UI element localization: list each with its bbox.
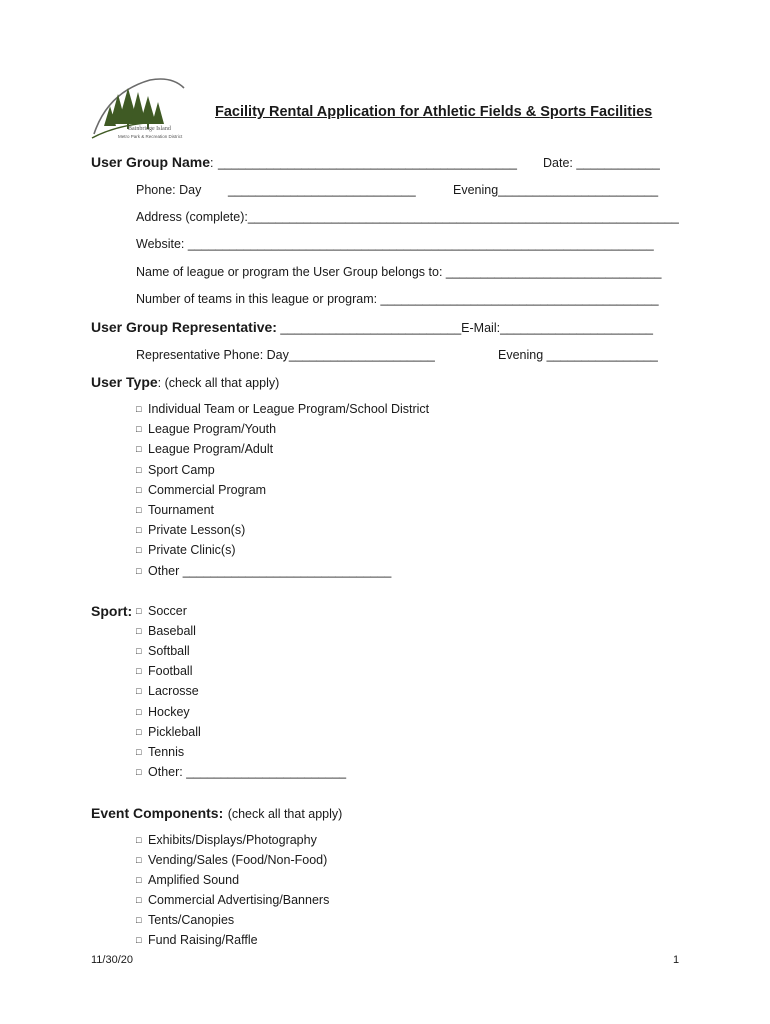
website-field[interactable]: Website: ___________________________________________________________________ bbox=[136, 237, 654, 251]
checkbox-icon[interactable]: □ bbox=[136, 686, 142, 697]
sport-option-label: Pickleball bbox=[148, 724, 201, 739]
sport-option bbox=[136, 705, 190, 719]
user-group-name-field[interactable]: ___________________________________________ bbox=[217, 156, 517, 170]
district-logo bbox=[88, 72, 188, 144]
event-components-option-label: Tents/Canopies bbox=[148, 913, 235, 927]
sport-option-label: Baseball bbox=[148, 624, 196, 639]
checkbox-icon[interactable]: □ bbox=[136, 875, 142, 885]
checkbox-icon[interactable]: □ bbox=[136, 726, 142, 737]
user-type-option bbox=[136, 523, 245, 537]
checkbox-icon[interactable]: □ bbox=[136, 484, 142, 495]
representative-email-field[interactable]: __________________________E-Mail:______________________ bbox=[276, 321, 654, 335]
checkbox-icon[interactable]: □ bbox=[136, 666, 142, 677]
checkbox-icon[interactable]: □ bbox=[136, 505, 142, 515]
user-type-option-label: Other ______________________________ bbox=[148, 563, 392, 578]
event-components-option bbox=[136, 853, 327, 867]
checkbox-icon[interactable]: □ bbox=[136, 565, 142, 576]
sport-option-label: Soccer bbox=[148, 604, 187, 618]
sport-option-label: Tennis bbox=[148, 744, 185, 759]
footer-date: 11/30/20 bbox=[91, 954, 134, 966]
representative-row bbox=[91, 319, 653, 337]
event-components-hint: (check all that apply) bbox=[227, 807, 343, 821]
event-components-option-label: Exhibits/Displays/Photography bbox=[148, 833, 317, 847]
user-group-name-label: User Group Name bbox=[91, 154, 211, 170]
checkbox-icon[interactable]: □ bbox=[136, 935, 142, 945]
user-type-option-label: Commercial Program bbox=[148, 482, 267, 497]
sport-label: Sport: bbox=[91, 603, 133, 619]
event-components-option bbox=[136, 893, 329, 907]
checkbox-icon[interactable]: □ bbox=[136, 606, 142, 616]
representative-phone-evening-field[interactable]: Evening ________________ bbox=[498, 348, 658, 362]
checkbox-icon[interactable]: □ bbox=[136, 835, 142, 845]
sport-option bbox=[136, 684, 199, 698]
user-type-option-label: Tournament bbox=[148, 503, 215, 517]
sport-option-label: Softball bbox=[148, 644, 190, 659]
checkbox-icon[interactable]: □ bbox=[136, 424, 142, 435]
user-type-option bbox=[136, 483, 266, 497]
sport-option bbox=[136, 624, 196, 638]
checkbox-icon[interactable]: □ bbox=[136, 895, 142, 905]
checkbox-icon[interactable]: □ bbox=[136, 525, 142, 536]
sport-option-label: Hockey bbox=[148, 704, 190, 719]
event-components-option bbox=[136, 873, 239, 887]
user-type-option bbox=[136, 463, 215, 477]
user-type-option-label: League Program/Adult bbox=[148, 442, 274, 457]
event-components-option-label: Amplified Sound bbox=[148, 873, 240, 887]
address-field[interactable]: Address (complete):______________________________________________________________ bbox=[136, 210, 679, 224]
checkbox-icon[interactable]: □ bbox=[136, 855, 142, 865]
checkbox-icon[interactable]: □ bbox=[136, 545, 142, 556]
checkbox-icon[interactable]: □ bbox=[136, 915, 142, 925]
user-type-option bbox=[136, 402, 429, 416]
date-field[interactable]: Date: ____________ bbox=[543, 156, 660, 170]
user-type-option bbox=[136, 564, 391, 578]
user-group-name-row bbox=[91, 154, 517, 172]
phone-day-label: Phone: Day bbox=[136, 183, 202, 197]
user-group-name-colon: : bbox=[210, 156, 214, 170]
checkbox-icon[interactable]: □ bbox=[136, 646, 142, 657]
user-type-option bbox=[136, 503, 214, 517]
user-type-option-label: Private Lesson(s) bbox=[148, 523, 246, 538]
team-count-field[interactable]: Number of teams in this league or program: ________________________________________ bbox=[136, 292, 659, 306]
sport-option bbox=[136, 725, 201, 739]
sport-option bbox=[136, 765, 346, 779]
representative-phone-day-field[interactable]: Representative Phone: Day_____________________ bbox=[136, 348, 435, 362]
event-components-heading bbox=[91, 805, 342, 823]
page-number: 1 bbox=[673, 954, 680, 966]
sport-option bbox=[136, 604, 187, 618]
checkbox-icon[interactable]: □ bbox=[136, 746, 142, 757]
phone-evening-field[interactable]: Evening_______________________ bbox=[453, 183, 659, 197]
event-components-option bbox=[136, 833, 317, 847]
checkbox-icon[interactable]: □ bbox=[136, 464, 142, 475]
checkbox-icon[interactable]: □ bbox=[136, 404, 142, 414]
sport-option bbox=[136, 745, 184, 759]
user-type-option-label: Individual Team or League Program/School District bbox=[148, 402, 430, 416]
sport-option-label: Other: _______________________ bbox=[148, 764, 347, 779]
user-type-option-label: League Program/Youth bbox=[148, 422, 277, 437]
checkbox-icon[interactable]: □ bbox=[136, 444, 142, 455]
user-type-label: User Type bbox=[91, 374, 158, 390]
user-type-option-label: Sport Camp bbox=[148, 462, 215, 477]
checkbox-icon[interactable]: □ bbox=[136, 706, 142, 717]
event-components-option-label: Commercial Advertising/Banners bbox=[148, 893, 330, 907]
sport-option bbox=[136, 644, 190, 658]
user-type-option bbox=[136, 442, 273, 456]
user-type-option bbox=[136, 422, 276, 436]
event-components-option-label: Fund Raising/Raffle bbox=[148, 933, 258, 947]
event-components-option-label: Vending/Sales (Food/Non-Food) bbox=[148, 853, 328, 867]
checkbox-icon[interactable]: □ bbox=[136, 766, 142, 777]
logo-text-primary: Bainbridge Island bbox=[128, 126, 171, 132]
user-type-hint: : (check all that apply) bbox=[157, 376, 280, 390]
user-type-heading bbox=[91, 374, 279, 392]
sport-option-label: Lacrosse bbox=[148, 684, 199, 699]
logo-text-secondary: Metro Park & Recreation District bbox=[118, 134, 183, 139]
user-type-option bbox=[136, 543, 236, 557]
sport-option-label: Football bbox=[148, 664, 193, 679]
event-components-label: Event Components: bbox=[91, 805, 224, 821]
league-name-field[interactable]: Name of league or program the User Group belongs to: _______________________________ bbox=[136, 265, 662, 279]
checkbox-icon[interactable]: □ bbox=[136, 626, 142, 637]
event-components-option bbox=[136, 933, 258, 947]
sport-option bbox=[136, 664, 192, 678]
phone-day-field[interactable]: ___________________________ bbox=[228, 183, 416, 197]
user-type-option-label: Private Clinic(s) bbox=[148, 543, 236, 558]
page-title: Facility Rental Application for Athletic Fields & Sports Facilities bbox=[215, 104, 653, 120]
representative-label: User Group Representative: bbox=[91, 319, 277, 335]
event-components-option bbox=[136, 913, 234, 927]
